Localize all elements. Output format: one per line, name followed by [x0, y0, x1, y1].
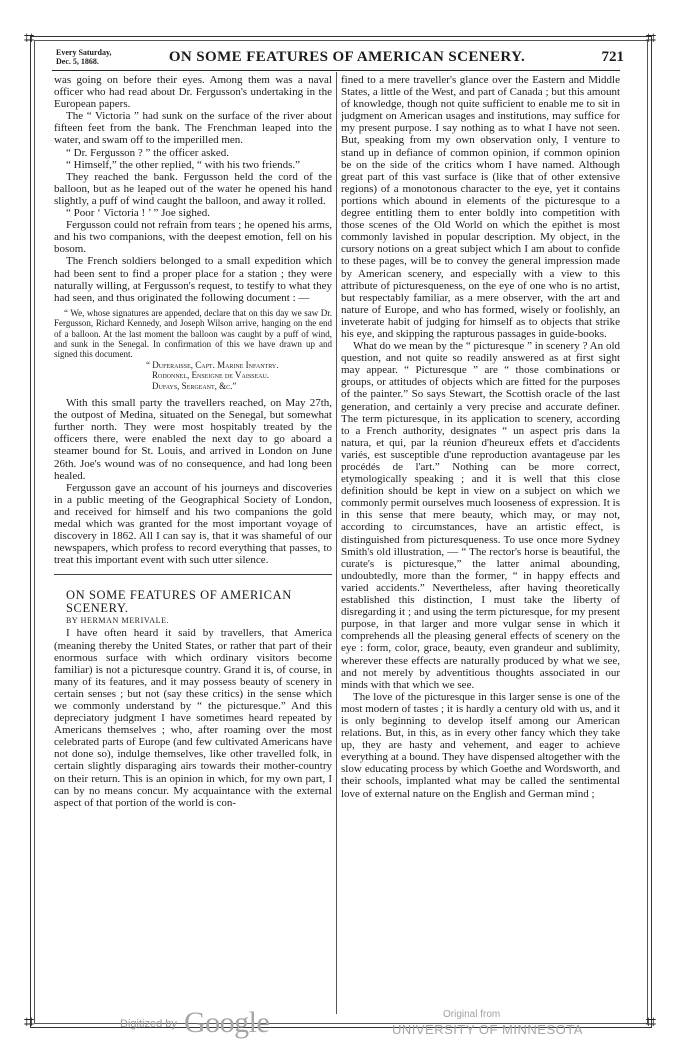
article-title: SCENERY. [66, 601, 129, 616]
quoted-document [54, 308, 332, 360]
document-text: “ We, whose signatures are appended, declare that on this day we saw Dr. Fergusson, Richard Kennedy, and Joseph Wilson arrive, hanging on the end of a balloon. At the last moment the balloon was caught by a puff of wind, and sunk in the Senegal. In confirmation of this we have drawn up and signed this document. [54, 307, 332, 360]
paragraph: was going on before their eyes. Among them was a naval officer who had read about Dr. Fergusson's undertaking in the European papers. [54, 74, 332, 111]
section-rule [54, 574, 332, 575]
article-title: ON SOME FEATURES OF AMERICAN [66, 588, 292, 603]
right-column [341, 74, 620, 800]
paragraph: “ Dr. Fergusson ? ” the officer asked. [66, 146, 230, 159]
issue-date [56, 48, 112, 66]
issue-line: Dec. 5, 1868. [56, 57, 99, 66]
paragraph: The “ Victoria ” had sunk on the surface of the river about fifteen feet from the bank. The Frenchman leaped into the water, and swam off to the imperilled men. [54, 110, 332, 147]
header-rule [52, 70, 620, 71]
google-logo: Google [184, 1006, 270, 1039]
signature: Rodonnel, Enseigne de Vaisseau. [152, 370, 270, 381]
left-column [54, 74, 332, 809]
paragraph: They reached the bank. Fergusson held the cord of the balloon, but as he leaped out of the water he opened his hand slightly, a puff of wind caught the balloon, and away it rolled. [54, 170, 332, 207]
corner-ornament: ⌗ [645, 28, 656, 48]
article-author: BY HERMAN MERIVALE. [66, 616, 170, 626]
paragraph: The French soldiers belonged to a small expedition which had been sent to find a proper place for a station ; they were naturally willing, at Fergusson's request, to testify to what they had seen, and thus originated the following document : — [54, 255, 332, 304]
paragraph: “ Himself,” the other replied, “ with his two friends.” [66, 158, 300, 171]
library-name: UNIVERSITY OF MINNESOTA [392, 1022, 583, 1037]
digitized-by-label: Digitized by [120, 1018, 177, 1030]
corner-ornament: ⌗ [24, 1012, 35, 1032]
paragraph: Fergusson could not refrain from tears ; he opened his arms, and his two companions, with the deepest emotion, fell on his bosom. [54, 219, 332, 256]
corner-ornament: ⌗ [24, 28, 35, 48]
paragraph: “ Poor ‘ Victoria ! ’ ” Joe sighed. [66, 207, 211, 220]
signature: Dufays, Sergeant, &c.” [152, 380, 237, 391]
running-title: ON SOME FEATURES OF AMERICAN SCENERY. [168, 49, 526, 65]
paragraph: With this small party the travellers reached, on May 27th, the outpost of Medina, situated on the Senegal, but somewhat further north. They were most hospitably treated by the officers there, were enabled the next day to go aboard a steamer bound for St. Louis, and arrived in London on June 26th. Joe's wound was of no consequence, and had long been healed. [54, 397, 332, 482]
article-opening: I have often heard it said by travellers, that America (meaning thereby the United States, or rather that part of their enormous surface with which ordinary visitors become familiar) is not a picturesque country. Grand it is, of course, in many of its features, and it may possess beauty of scenery in certain senses ; but not (say these critics) in the sense which we commonly understand by “ the picturesque.” And this depreciatory judgment I have sometimes heard repeated by Americans themselves ; who, after roaming over the most celebrated parts of Europe (and few cultivated Americans have not done so), indulge themselves, like other travelled folk, in certain slightly disparaging airs towards their mother-country on their return. This is an opinion in which, for my own part, I can by no means concur. My acquaintance with the external aspect of that portion of the world is con- [54, 627, 332, 809]
digitization-footer [0, 1008, 680, 1046]
corner-ornament: ⌗ [645, 1012, 656, 1032]
page-number: 721 [601, 49, 624, 65]
issue-line: Every Saturday, [56, 48, 112, 57]
original-from-label: Original from [443, 1009, 501, 1020]
signatures [54, 360, 332, 391]
paragraph: fined to a mere traveller's glance over the Eastern and Middle States, a little of the West, and part of Canada ; but this amount of knowledge, though not quite sufficient to enable me to sit in judgment on American usages and institutions, may suffice for my present purpose. I say nothing as to what I have not seen. But, speaking from my own observation only, I venture to stand up in defiance of common opinion, if common opinion be on the side of the critics whom I have named. Although great part of this vast surface is (like that of other extensive regions) of a monotonous character to the eye, yet it contains portions which abound in elements of the picturesque to a degree entitling them to enter boldly into competition with those scenes of the Old World on which the epithet is most commonly lavished in popular description. My object, in the cursory notions on a great subject which I am about to confide to these pages, will be to convey the general impression made by American scenery, and especially with a view to this attribute of picturesqueness, on the eye of one who is no artist, but respectably familiar, as a mere observer, with the art and nature of Europe, and who has formed, wisely or foolishly, an inveterate habit of judging for himself as to objects that strike his eye, and skipping the rapturous passages in guide-books. [341, 74, 620, 340]
signature: “ Duferaisse, Capt. Marine Infantry. [146, 359, 279, 370]
page-header [52, 48, 630, 70]
paragraph: Fergusson gave an account of his journeys and discoveries in a public meeting of the Geographical Society of London, and received for himself and his two companions the gold medal which was granted for the most important voyage of discovery in 1862. All I can say is, that it was shameful of our newspapers, which profess to record everything that passes, to treat this important event with such utter silence. [54, 481, 332, 567]
column-divider [336, 72, 337, 1014]
paragraph: What do we mean by the “ picturesque ” in scenery ? An old question, and not quite so readily answered as at first sight may appear. “ Picturesque ” are “ those combinations or groups, or attitudes of objects which are fitted for the purposes of the painter.” So says Stewart, the Scottish oracle of the last generation, and certainly a very precise and accurate definer. The term picturesque, in its application to scenery, according to a French authority, designates “ un aspect pris dans la natura, et qui, par la réunion d'heureux effets et d'accidents variés, est susceptible d'une reproduction avantageuse par les procédés de l'art.” Nothing can be more correct, etymologically speaking ; and it is well that this close definition should be kept in view on a subject on which we commonly permit ourselves much looseness of expression. It is in this sense that mere beauty, which may, or may not, according to circumstances, have an artistic effect, is distinguished from picturesqueness. To use once more Sydney Smith's old illustration, — “ The rector's horse is beautiful, the curate's is picturesque,” the latter animal abounding, undoubtedly, more than the former, “ in happy effects and varied accidents.” Nevertheless, after having theoretically established this distinction, I must take the liberty of disregarding it ; and using the term picturesque, for my present purpose, in that larger and more vulgar sense in which it comprehends all the pleasing general effects of scenery on the eye : form, color, grace, beauty, even grandeur and sublimity, wherever these effects are naturally produced by what we see, and not merely by adventitious thoughts associated in our minds with that which we see. [341, 340, 620, 691]
paragraph: The love of the picturesque in this larger sense is one of the most modern of tastes ; it is hardly a century old with us, and it is only beginning to develop itself among our American relations. But, in this, as in every other fancy which they take up, they are hasty and vehement, and eager to achieve everything at a bound. They have dispensed altogether with the slow educating process by which Goethe and Wordsworth, and their schools, implanted what may be called the sentimental love of external nature on the English and German mind ; [341, 690, 620, 800]
